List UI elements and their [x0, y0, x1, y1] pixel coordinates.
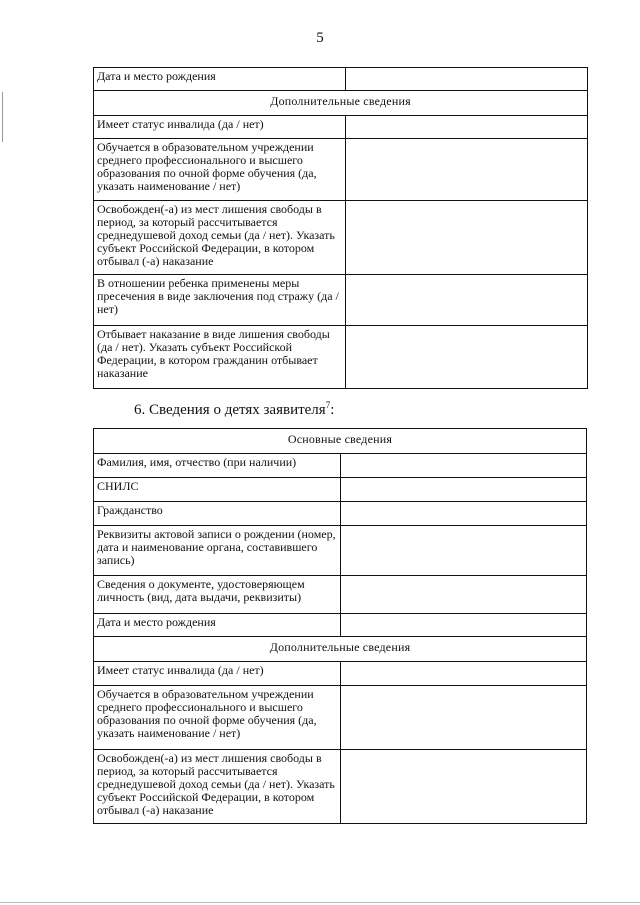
- section-row: [94, 637, 587, 662]
- row-label: Освобожден(-а) из мест лишения свободы в период, за который рассчитывается среднедушевой доход семьи (да / нет). Указать субъект Российской Федерации, в котором отбывал (-а) наказание: [94, 201, 346, 275]
- table-row: [94, 614, 587, 637]
- value-cell[interactable]: [346, 68, 588, 91]
- table-row: [94, 750, 587, 824]
- value-cell[interactable]: [340, 526, 587, 576]
- page-number: 5: [316, 30, 324, 46]
- row-label: Обучается в образовательном учреждении среднего профессионального и высшего образования по очной форме обучения (да, указать наименование / нет): [94, 686, 341, 750]
- row-label: Дата и место рождения: [94, 614, 341, 637]
- value-cell[interactable]: [346, 201, 588, 275]
- table-row: [94, 201, 588, 275]
- footnote-marker: 7: [325, 400, 331, 410]
- value-cell[interactable]: [346, 139, 588, 201]
- row-label: Реквизиты актовой записи о рождении (номер, дата и наименование органа, составившего запись): [94, 526, 341, 576]
- row-label: Имеет статус инвалида (да / нет): [94, 116, 346, 139]
- value-cell[interactable]: [346, 326, 588, 389]
- value-cell[interactable]: [340, 662, 587, 686]
- table-row: [94, 502, 587, 526]
- row-label: Освобожден(-а) из мест лишения свободы в период, за который рассчитывается среднедушевой доход семьи (да / нет). Указать субъект Российской Федерации, в котором отбывал (-а) наказание: [94, 750, 341, 824]
- row-label: Обучается в образовательном учреждении среднего профессионального и высшего образования по очной форме обучения (да, указать наименование / нет): [94, 139, 346, 201]
- value-cell[interactable]: [340, 750, 587, 824]
- table-row: [94, 526, 587, 576]
- table-row: [94, 326, 588, 389]
- table-row: [94, 68, 588, 91]
- section-row: [94, 91, 588, 116]
- section-heading-text: 6. Сведения о детях заявителя: [134, 402, 326, 418]
- row-label: Сведения о документе, удостоверяющем личность (вид, дата выдачи, реквизиты): [94, 576, 341, 614]
- row-label: Гражданство: [94, 502, 341, 526]
- row-label: СНИЛС: [94, 478, 341, 502]
- section-heading-suffix: :: [330, 402, 335, 418]
- table-row: [94, 686, 587, 750]
- row-label: Дата и место рождения: [94, 68, 346, 91]
- value-cell[interactable]: [340, 686, 587, 750]
- value-cell[interactable]: [340, 614, 587, 637]
- table-row: [94, 478, 587, 502]
- table-row: [94, 139, 588, 201]
- row-label: Фамилия, имя, отчество (при наличии): [94, 454, 341, 478]
- value-cell[interactable]: [340, 454, 587, 478]
- section-header: Основные сведения: [94, 429, 587, 454]
- value-cell[interactable]: [340, 502, 587, 526]
- row-label: Отбывает наказание в виде лишения свободы (да / нет). Указать субъект Российской Федерации, в котором гражданин отбывает наказание: [94, 326, 346, 389]
- page-edge-line: [0, 902, 640, 903]
- section-row: [94, 429, 587, 454]
- value-cell[interactable]: [340, 576, 587, 614]
- row-label: В отношении ребенка применены меры пресечения в виде заключения под стражу (да / нет): [94, 275, 346, 326]
- row-label: Имеет статус инвалида (да / нет): [94, 662, 341, 686]
- value-cell[interactable]: [340, 478, 587, 502]
- section-header: Дополнительные сведения: [94, 91, 588, 116]
- margin-mark: [2, 92, 3, 142]
- table-row: [94, 116, 588, 139]
- table-row: [94, 576, 587, 614]
- section-heading: [134, 400, 334, 419]
- table-row: [94, 454, 587, 478]
- table-row: [94, 662, 587, 686]
- section-header: Дополнительные сведения: [94, 637, 587, 662]
- value-cell[interactable]: [346, 116, 588, 139]
- additional-info-table: [93, 67, 588, 389]
- children-info-table: [93, 428, 587, 824]
- value-cell[interactable]: [346, 275, 588, 326]
- table-row: [94, 275, 588, 326]
